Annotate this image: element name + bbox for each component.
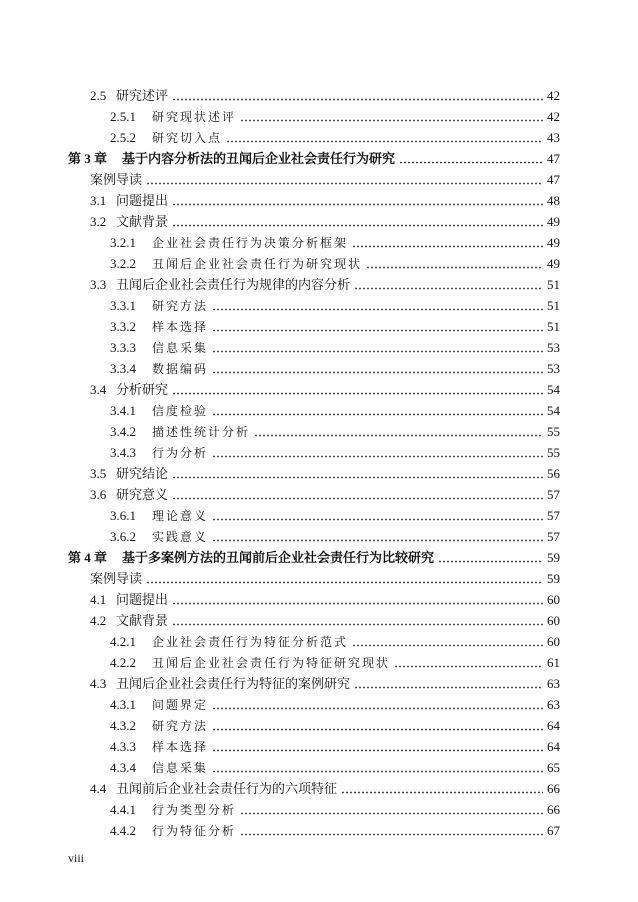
toc-section-entry xyxy=(68,463,560,484)
toc-entry-page: 47 xyxy=(547,151,560,166)
toc-subsection-entry xyxy=(68,106,560,127)
toc-entry-number: 3.3.1 xyxy=(110,298,136,313)
toc-entry-page: 42 xyxy=(547,88,560,103)
toc-entry-number: 4.3.4 xyxy=(110,760,136,775)
toc-dot-leader xyxy=(240,799,543,820)
toc-entry-page: 64 xyxy=(547,739,560,754)
toc-section-entry xyxy=(68,169,560,190)
toc-subsection-entry xyxy=(68,232,560,253)
toc-entry-number: 3.2 xyxy=(90,214,107,229)
toc-entry-page: 53 xyxy=(547,361,560,376)
toc-entry-page: 54 xyxy=(547,403,560,418)
toc-entry-number: 3.2.2 xyxy=(110,256,136,271)
toc-entry-page: 60 xyxy=(547,634,560,649)
toc-dot-leader xyxy=(172,463,543,484)
toc-entry-title: 分析研究 xyxy=(116,382,169,397)
toc-entry-title: 文献背景 xyxy=(116,214,169,229)
toc-entry-page: 43 xyxy=(547,130,560,145)
toc-dot-leader xyxy=(212,715,543,736)
toc-entry-page: 42 xyxy=(547,109,560,124)
toc-entry-number: 3.4.2 xyxy=(110,424,136,439)
toc-entry-title: 数据编码 xyxy=(152,362,209,376)
toc-subsection-entry xyxy=(68,295,560,316)
toc-entry-title: 案例导读 xyxy=(90,571,143,586)
toc-section-entry xyxy=(68,484,560,505)
toc-entry-title: 行为分析 xyxy=(152,446,209,460)
toc-entry-number: 3.4 xyxy=(90,382,107,397)
toc-entry-page: 57 xyxy=(547,508,560,523)
toc-dot-leader xyxy=(172,211,543,232)
toc-entry-page: 57 xyxy=(547,487,560,502)
toc-dot-leader xyxy=(226,127,543,148)
toc-subsection-entry xyxy=(68,694,560,715)
toc-section-entry xyxy=(68,673,560,694)
toc-entry-number: 3.5 xyxy=(90,466,107,481)
toc-entry-title: 企业社会责任行为特征分析范式 xyxy=(152,635,349,649)
toc-entry-title: 研究方法 xyxy=(152,299,209,313)
toc-entry-title: 研究结论 xyxy=(116,466,169,481)
toc-dot-leader xyxy=(366,253,543,274)
toc-dot-leader xyxy=(172,610,543,631)
toc-entry-number: 3.6 xyxy=(90,487,107,502)
toc-subsection-entry xyxy=(68,820,560,841)
toc-entry-title: 行为类型分析 xyxy=(152,803,237,817)
toc-entry-title: 丑闻后企业社会责任行为研究现状 xyxy=(152,257,363,271)
toc-dot-leader xyxy=(172,484,543,505)
toc-dot-leader xyxy=(172,190,543,211)
toc-entry-number: 4.3.3 xyxy=(110,739,136,754)
toc-subsection-entry xyxy=(68,337,560,358)
toc-dot-leader xyxy=(146,568,543,589)
toc-chapter-entry xyxy=(68,148,560,169)
toc-dot-leader xyxy=(212,757,543,778)
toc-entry-number: 第 4 章 xyxy=(68,550,108,565)
toc-subsection-entry xyxy=(68,316,560,337)
toc-entry-title: 文献背景 xyxy=(116,613,169,628)
toc-entry-page: 49 xyxy=(547,256,560,271)
toc-entry-title: 理论意义 xyxy=(152,509,209,523)
toc-section-entry xyxy=(68,85,560,106)
toc-entry-page: 67 xyxy=(547,823,560,838)
toc-entry-page: 60 xyxy=(547,613,560,628)
toc-subsection-entry xyxy=(68,799,560,820)
toc-entry-title: 样本选择 xyxy=(152,740,209,754)
toc-dot-leader xyxy=(212,295,543,316)
toc-entry-number: 2.5.2 xyxy=(110,130,136,145)
toc-entry-page: 49 xyxy=(547,235,560,250)
toc-dot-leader xyxy=(172,85,543,106)
toc-section-entry xyxy=(68,778,560,799)
toc-entry-title: 丑闻后企业社会责任行为特征的案例研究 xyxy=(116,676,351,691)
toc-entry-title: 丑闻后企业社会责任行为规律的内容分析 xyxy=(116,277,351,292)
toc-entry-number: 4.3 xyxy=(90,676,107,691)
toc-section-entry xyxy=(68,379,560,400)
toc-dot-leader xyxy=(212,400,543,421)
toc-entry-page: 64 xyxy=(547,718,560,733)
toc-entry-title: 研究现状述评 xyxy=(152,110,237,124)
toc-entry-page: 66 xyxy=(547,802,560,817)
toc-entry-title: 实践意义 xyxy=(152,530,209,544)
toc-dot-leader xyxy=(240,820,543,841)
toc-entry-number: 4.3.2 xyxy=(110,718,136,733)
toc-section-entry xyxy=(68,190,560,211)
toc-entry-number: 3.4.3 xyxy=(110,445,136,460)
toc-entry-number: 4.1 xyxy=(90,592,107,607)
toc-entry-title: 样本选择 xyxy=(152,320,209,334)
toc-entry-title: 研究意义 xyxy=(116,487,169,502)
toc-entry-title: 信度检验 xyxy=(152,404,209,418)
toc-dot-leader xyxy=(438,547,543,568)
toc-subsection-entry xyxy=(68,505,560,526)
toc-subsection-entry xyxy=(68,757,560,778)
toc-dot-leader xyxy=(399,148,543,169)
toc-entry-page: 63 xyxy=(547,697,560,712)
toc-entry-page: 47 xyxy=(547,172,560,187)
table-of-contents xyxy=(68,85,560,841)
toc-entry-title: 基于多案例方法的丑闻前后企业社会责任行为比较研究 xyxy=(122,550,435,565)
toc-entry-page: 61 xyxy=(547,655,560,670)
toc-entry-title: 丑闻前后企业社会责任行为的六项特征 xyxy=(116,781,338,796)
toc-dot-leader xyxy=(341,778,543,799)
toc-entry-page: 51 xyxy=(547,277,560,292)
toc-dot-leader xyxy=(212,316,543,337)
toc-entry-page: 49 xyxy=(547,214,560,229)
toc-entry-number: 2.5.1 xyxy=(110,109,136,124)
toc-entry-page: 59 xyxy=(547,550,560,565)
toc-entry-title: 丑闻后企业社会责任行为特征研究现状 xyxy=(152,656,391,670)
toc-entry-title: 信息采集 xyxy=(152,761,209,775)
toc-entry-title: 研究切入点 xyxy=(152,131,223,145)
toc-entry-title: 问题提出 xyxy=(116,592,169,607)
toc-subsection-entry xyxy=(68,127,560,148)
toc-entry-page: 48 xyxy=(547,193,560,208)
toc-dot-leader xyxy=(352,631,543,652)
toc-subsection-entry xyxy=(68,442,560,463)
toc-section-entry xyxy=(68,274,560,295)
toc-dot-leader xyxy=(354,673,543,694)
toc-subsection-entry xyxy=(68,652,560,673)
toc-entry-number: 4.4.2 xyxy=(110,823,136,838)
toc-dot-leader xyxy=(394,652,543,673)
toc-subsection-entry xyxy=(68,526,560,547)
toc-chapter-entry xyxy=(68,547,560,568)
toc-dot-leader xyxy=(212,736,543,757)
toc-subsection-entry xyxy=(68,631,560,652)
toc-entry-page: 56 xyxy=(547,466,560,481)
toc-entry-page: 55 xyxy=(547,424,560,439)
toc-section-entry xyxy=(68,589,560,610)
toc-dot-leader xyxy=(352,232,543,253)
toc-entry-number: 3.6.1 xyxy=(110,508,136,523)
toc-entry-page: 65 xyxy=(547,760,560,775)
toc-subsection-entry xyxy=(68,400,560,421)
toc-entry-number: 4.2.2 xyxy=(110,655,136,670)
toc-section-entry xyxy=(68,211,560,232)
toc-dot-leader xyxy=(212,526,543,547)
toc-entry-title: 问题界定 xyxy=(152,698,209,712)
toc-entry-number: 2.5 xyxy=(90,88,107,103)
toc-entry-title: 描述性统计分析 xyxy=(152,425,251,439)
toc-entry-title: 研究方法 xyxy=(152,719,209,733)
toc-entry-page: 59 xyxy=(547,571,560,586)
toc-dot-leader xyxy=(172,379,543,400)
toc-entry-number: 3.3.3 xyxy=(110,340,136,355)
toc-entry-page: 57 xyxy=(547,529,560,544)
toc-subsection-entry xyxy=(68,253,560,274)
toc-entry-page: 51 xyxy=(547,319,560,334)
toc-entry-page: 63 xyxy=(547,676,560,691)
toc-entry-page: 66 xyxy=(547,781,560,796)
toc-entry-number: 3.1 xyxy=(90,193,107,208)
toc-dot-leader xyxy=(212,442,543,463)
toc-dot-leader xyxy=(254,421,543,442)
toc-entry-number: 3.4.1 xyxy=(110,403,136,418)
page-folio: viii xyxy=(68,851,85,865)
toc-entry-number: 4.2 xyxy=(90,613,107,628)
toc-entry-page: 51 xyxy=(547,298,560,313)
toc-entry-number: 3.3 xyxy=(90,277,107,292)
toc-entry-title: 案例导读 xyxy=(90,172,143,187)
toc-entry-number: 3.3.2 xyxy=(110,319,136,334)
toc-entry-title: 行为特征分析 xyxy=(152,824,237,838)
toc-entry-page: 53 xyxy=(547,340,560,355)
toc-section-entry xyxy=(68,568,560,589)
toc-entry-title: 信息采集 xyxy=(152,341,209,355)
toc-subsection-entry xyxy=(68,421,560,442)
toc-dot-leader xyxy=(212,358,543,379)
toc-subsection-entry xyxy=(68,715,560,736)
toc-dot-leader xyxy=(146,169,543,190)
toc-entry-number: 第 3 章 xyxy=(68,151,108,166)
toc-dot-leader xyxy=(240,106,543,127)
toc-entry-number: 3.6.2 xyxy=(110,529,136,544)
toc-entry-number: 4.2.1 xyxy=(110,634,136,649)
toc-entry-number: 3.2.1 xyxy=(110,235,136,250)
toc-entry-number: 4.3.1 xyxy=(110,697,136,712)
toc-subsection-entry xyxy=(68,358,560,379)
toc-entry-title: 企业社会责任行为决策分析框架 xyxy=(152,236,349,250)
toc-dot-leader xyxy=(212,337,543,358)
toc-entry-title: 基于内容分析法的丑闻后企业社会责任行为研究 xyxy=(122,151,396,166)
toc-section-entry xyxy=(68,610,560,631)
toc-entry-number: 4.4.1 xyxy=(110,802,136,817)
toc-entry-number: 4.4 xyxy=(90,781,107,796)
toc-dot-leader xyxy=(354,274,543,295)
toc-entry-page: 60 xyxy=(547,592,560,607)
toc-entry-title: 问题提出 xyxy=(116,193,169,208)
toc-dot-leader xyxy=(212,694,543,715)
toc-dot-leader xyxy=(212,505,543,526)
toc-entry-page: 54 xyxy=(547,382,560,397)
toc-subsection-entry xyxy=(68,736,560,757)
toc-entry-title: 研究述评 xyxy=(116,88,169,103)
toc-dot-leader xyxy=(172,589,543,610)
toc-entry-page: 55 xyxy=(547,445,560,460)
toc-entry-number: 3.3.4 xyxy=(110,361,136,376)
